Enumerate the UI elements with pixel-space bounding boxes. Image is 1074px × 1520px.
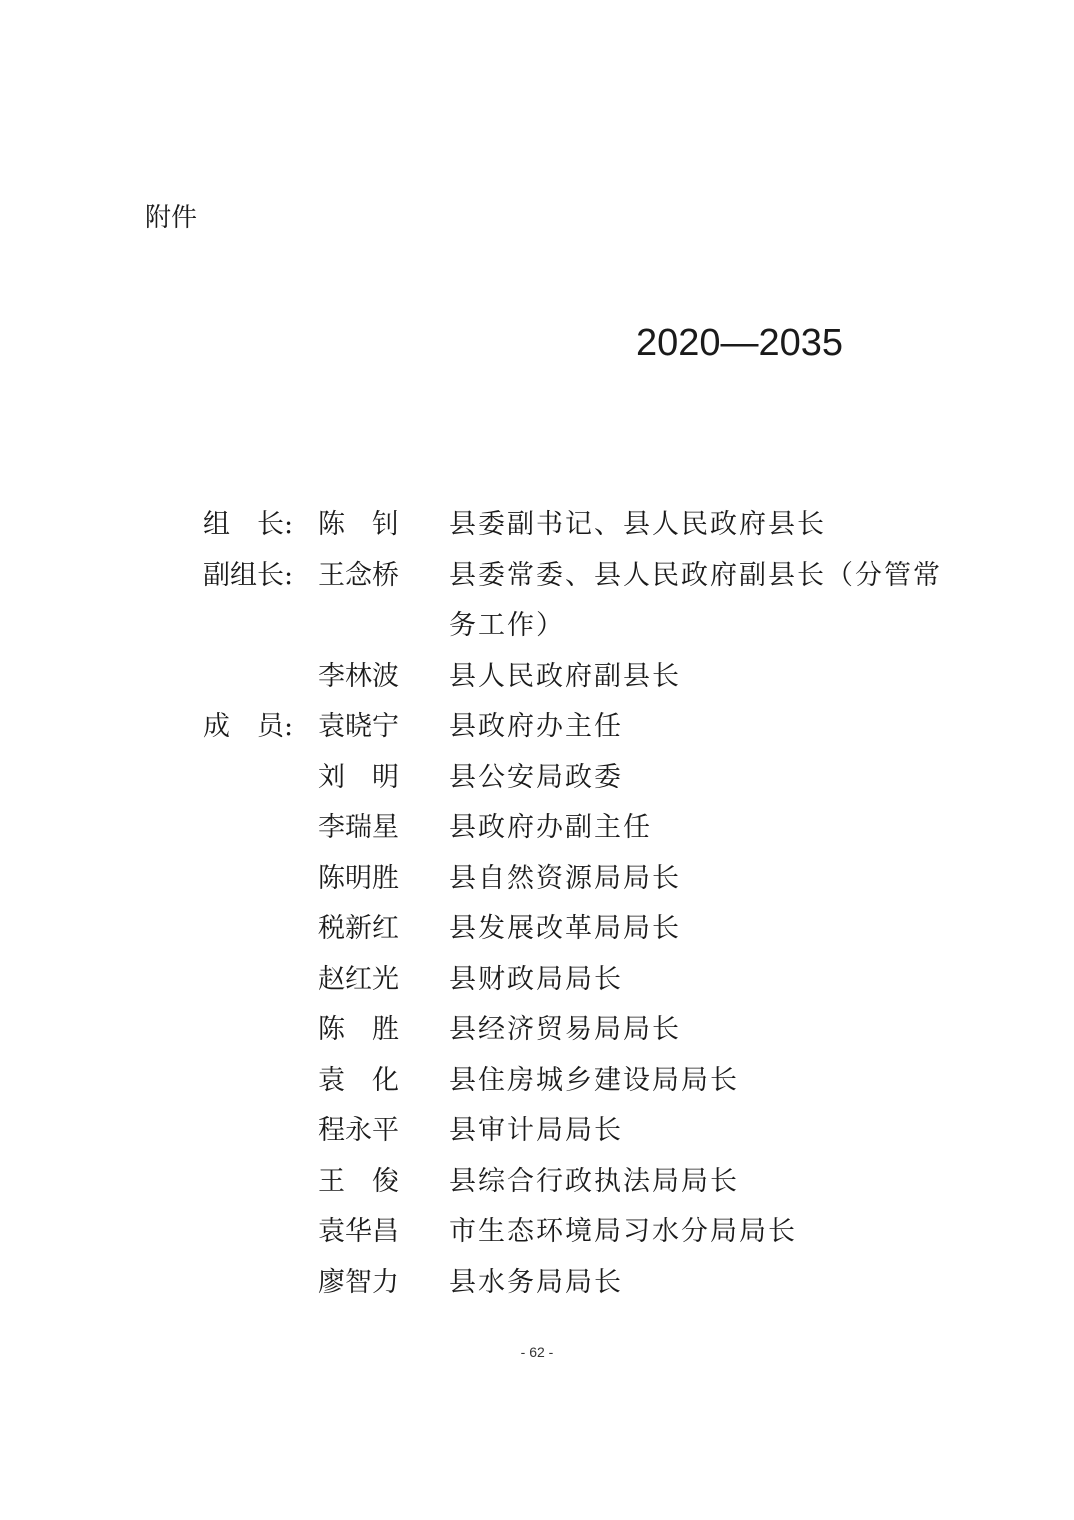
member-row xyxy=(0,652,1074,703)
attachment-label: 附件 xyxy=(145,203,198,233)
member-list xyxy=(0,500,1074,1308)
member-position: 县综合行政执法局局长 xyxy=(449,1165,739,1197)
member-row xyxy=(0,1005,1074,1056)
member-row xyxy=(0,803,1074,854)
member-name: 赵红光 xyxy=(318,963,399,995)
member-name: 李瑞星 xyxy=(318,812,399,843)
member-position: 县自然资源局局长 xyxy=(449,862,681,894)
member-row xyxy=(0,955,1074,1006)
member-name: 陈 钊 xyxy=(318,509,399,540)
member-position: 县人民政府副县长 xyxy=(449,660,681,692)
member-position: 县政府办主任 xyxy=(449,711,623,742)
member-position: 县发展改革局局长 xyxy=(449,913,681,944)
member-row xyxy=(0,551,1074,652)
member-position: 县委副书记、县人民政府县长 xyxy=(449,509,826,540)
member-role: 组 长: xyxy=(203,509,294,540)
member-position: 县经济贸易局局长 xyxy=(449,1014,681,1045)
member-row xyxy=(0,1207,1074,1258)
member-name: 陈 胜 xyxy=(318,1014,399,1045)
member-row xyxy=(0,1258,1074,1309)
member-role: 成 员: xyxy=(203,711,294,742)
member-name: 袁晓宁 xyxy=(318,711,399,742)
page-number: - 62 - xyxy=(520,1344,554,1360)
member-row xyxy=(0,904,1074,955)
member-position: 县住房城乡建设局局长 xyxy=(449,1064,739,1096)
member-name: 廖智力 xyxy=(318,1266,399,1298)
member-row xyxy=(0,500,1074,551)
member-row xyxy=(0,753,1074,804)
member-row xyxy=(0,1056,1074,1107)
member-position: 县水务局局长 xyxy=(449,1266,623,1298)
member-name: 王 俊 xyxy=(318,1165,399,1197)
member-name: 程永平 xyxy=(318,1115,399,1146)
member-row xyxy=(0,1106,1074,1157)
member-position: 县政府办副主任 xyxy=(449,812,652,843)
member-name: 刘 明 xyxy=(318,761,399,793)
document-title-years: 2020—2035 xyxy=(636,322,844,364)
member-name: 袁华昌 xyxy=(318,1216,399,1247)
member-position: 县财政局局长 xyxy=(449,963,623,995)
member-name: 王念桥 xyxy=(318,559,399,591)
member-name: 袁 化 xyxy=(318,1064,399,1096)
member-position: 县审计局局长 xyxy=(449,1115,623,1146)
member-name: 李林波 xyxy=(318,660,399,692)
member-row xyxy=(0,702,1074,753)
member-row xyxy=(0,854,1074,905)
member-role: 副组长: xyxy=(203,559,294,591)
member-name: 税新红 xyxy=(318,913,399,944)
member-position: 县委常委、县人民政府副县长（分管常务工作） xyxy=(449,559,942,641)
member-row xyxy=(0,1157,1074,1208)
member-position: 市生态环境局习水分局局长 xyxy=(449,1216,797,1247)
member-position: 县公安局政委 xyxy=(449,761,623,793)
member-name: 陈明胜 xyxy=(318,862,399,894)
